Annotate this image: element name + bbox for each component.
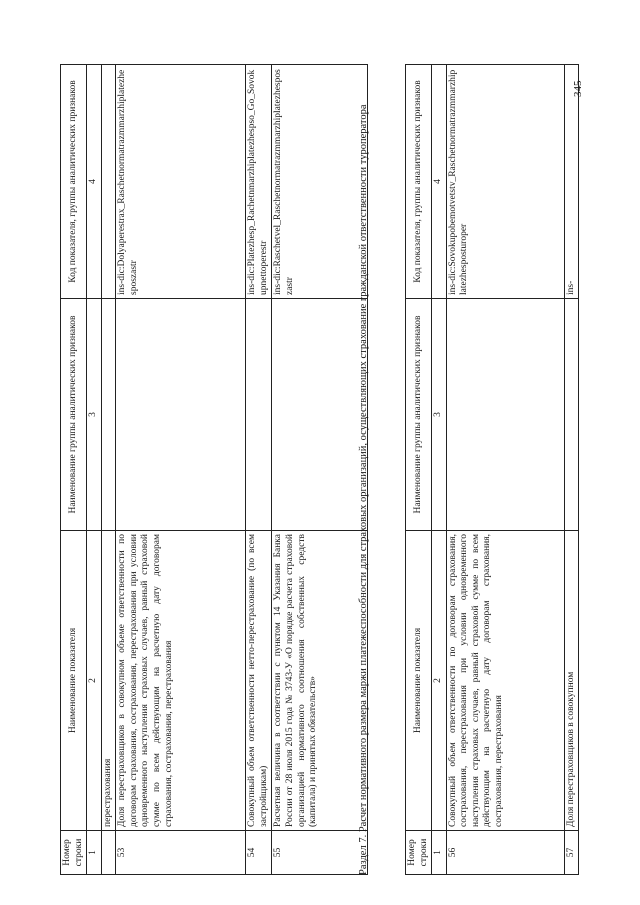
col-number: 1 (432, 831, 447, 875)
indicator-name: Доля перестраховщиков в совокупном (564, 531, 579, 831)
row-number: 53 (116, 831, 246, 875)
indicator-code: ins-dic:Platezhesp_Rachetnmarzhiplatezhespso_Go_Sovokupnettoperestr (246, 65, 272, 299)
col-number: 3 (87, 299, 102, 531)
page-number: 345 (572, 80, 584, 97)
table-row (446, 65, 564, 875)
table-header-row (61, 65, 87, 875)
table-row (246, 65, 272, 875)
rotated-content (60, 65, 590, 875)
section-7-title: Раздел 7. Расчет нормативного размера маржи платежеспособности для страховых организаций, осуществляющих страхование гражданской ответственности туроператора (358, 104, 369, 875)
header-code: Код показателя, группы аналитических признаков (61, 65, 87, 299)
indicators-table-1 (60, 64, 368, 875)
row-number: 57 (564, 831, 579, 875)
indicators-table-2 (405, 64, 579, 875)
col-number: 4 (432, 65, 447, 299)
col-number: 2 (87, 531, 102, 831)
indicator-name: Расчетная величина в соответствии с пунктом 14 Указания Банка России от 28 июля 2015 года № 3743-У «О порядке расчета страховой организацией нормативного соотношения собственных средств (капитала) и принятых обязательств» (272, 531, 368, 831)
group-name (246, 299, 272, 531)
header-row-number: Номер строки (406, 831, 432, 875)
header-indicator-name: Наименование показателя (61, 531, 87, 831)
indicator-code: ins- (564, 65, 579, 299)
header-group-name: Наименование группы аналитических признаков (61, 299, 87, 531)
group-name (272, 299, 368, 531)
indicator-code: ins-dic:Dolyaperestrax_Raschetnormatrazmmarzhiplatezhesposzastr (116, 65, 246, 299)
row-number: 54 (246, 831, 272, 875)
header-group-name: Наименование группы аналитических признаков (406, 299, 432, 531)
row-number: 55 (272, 831, 368, 875)
table-row (101, 65, 116, 875)
group-name (564, 299, 579, 531)
indicator-name: Совокупный объем ответственности нетто-перестрахование (по всем застройщикам) (246, 531, 272, 831)
col-number: 1 (87, 831, 102, 875)
row-number: 56 (446, 831, 564, 875)
group-name (116, 299, 246, 531)
column-number-row (432, 65, 447, 875)
header-row-number: Номер строки (61, 831, 87, 875)
col-number: 3 (432, 299, 447, 531)
table-row (272, 65, 368, 875)
col-number: 2 (432, 531, 447, 831)
column-number-row (87, 65, 102, 875)
table-row (564, 65, 579, 875)
indicator-code: ins-dic:Raschetvel_Raschetnormatrazmmarzhiplatezhesposzastr (272, 65, 368, 299)
table-row (116, 65, 246, 875)
indicator-name: Доля перестраховщиков в совокупном объеме ответственности по договорам страхования, сострахования, перестрахования при условии одновременного наступления страховых случаев, равный страховой сумме по всем действующим на расчетную дату договорам страхования, сострахования, перестрахования (116, 531, 246, 831)
col-number: 4 (87, 65, 102, 299)
header-indicator-name: Наименование показателя (406, 531, 432, 831)
group-name (446, 299, 564, 531)
carry-over-text: перестрахования (101, 531, 116, 831)
header-code: Код показателя, группы аналитических признаков (406, 65, 432, 299)
table-header-row (406, 65, 432, 875)
indicator-name: Совокупный объем ответственности по договорам страхования, сострахования, перестрахования при условии одновременного наступления страховых случаев, равный страховой сумме по всем действующим на расчетную дату договорам страхования, сострахования, перестрахования (446, 531, 564, 831)
indicator-code: ins-dic:Sovokupobemotvetstv_Raschetnormatrazmmarzhiplatezhesposturoper (446, 65, 564, 299)
